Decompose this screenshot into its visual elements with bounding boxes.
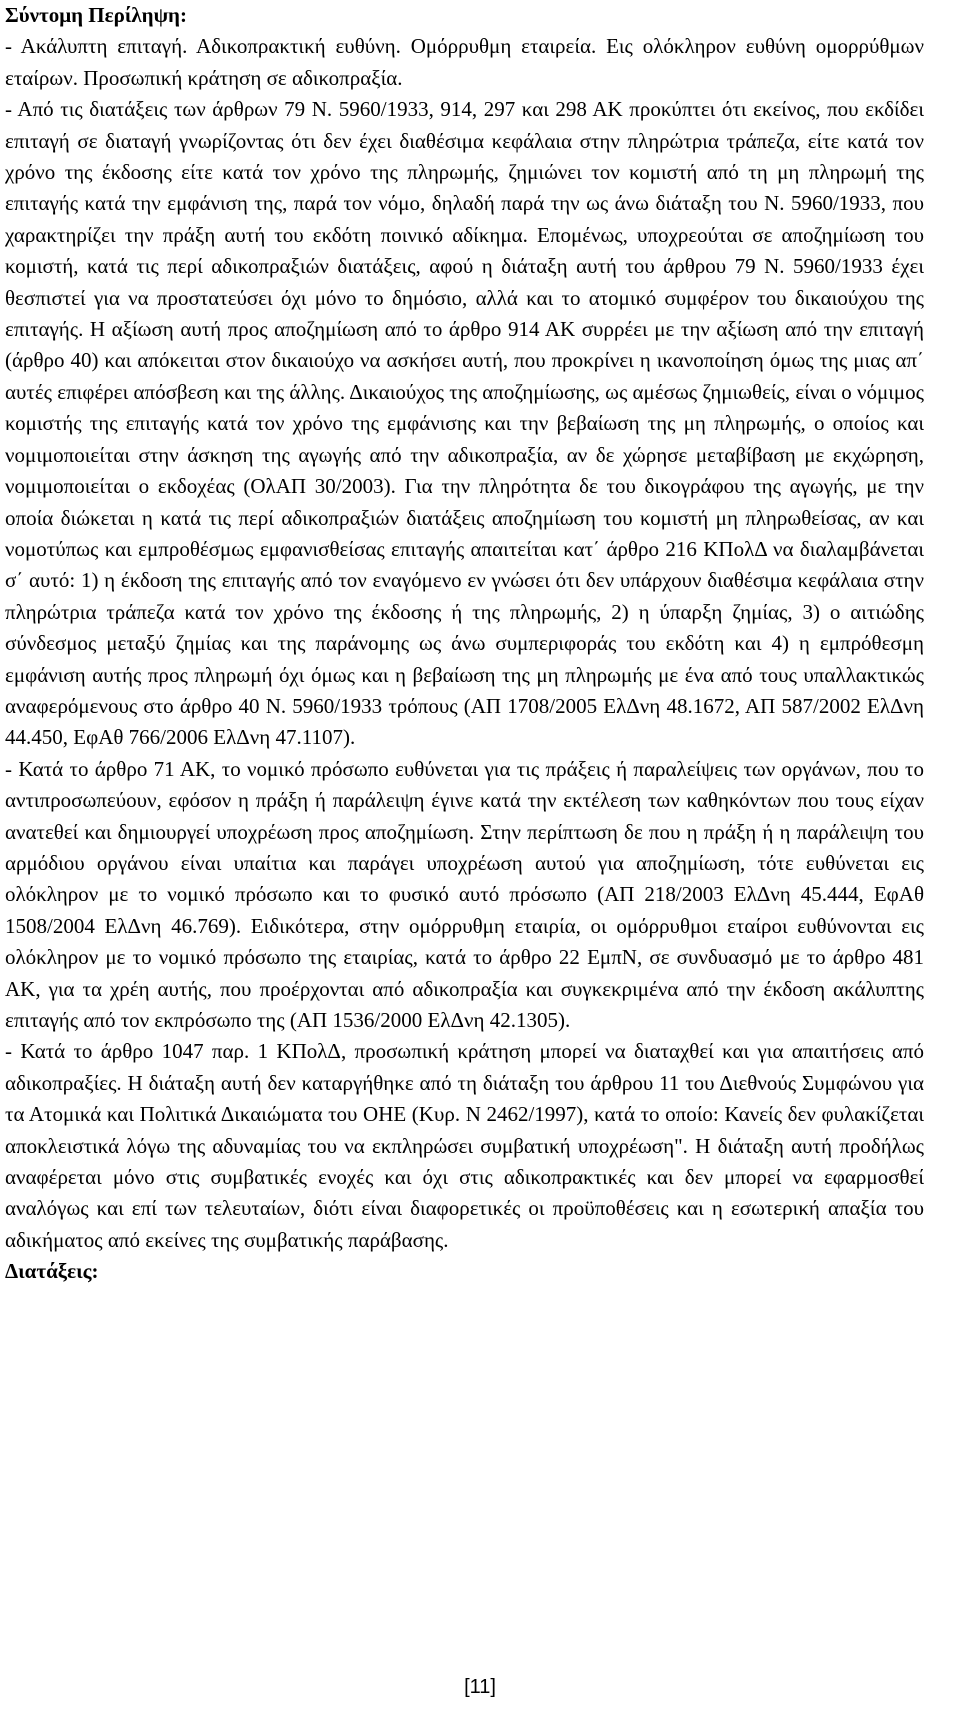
page-number: [11] [464,1676,496,1698]
summary-paragraph-3: - Κατά το άρθρο 71 ΑΚ, το νομικό πρόσωπο ευθύνεται για τις πράξεις ή παραλείψεις των οργάνων, που το αντιπροσωπεύουν, εφόσον η πράξη ή παράλειψη έγινε κατά την εκτέλεση των καθηκόντων που τους είχαν ανατεθεί και δημιουργεί υποχρέωση προς αποζημίωση. Στην περίπτωση δε που η πράξη ή η παράλειψη του αρμόδιου οργάνου είναι υπαίτια και παράγει υποχρέωση αυτού για αποζημίωση, τότε ευθύνεται εις ολόκληρον με το νομικό πρόσωπο και το φυσικό αυτό πρόσωπο (ΑΠ 218/2003 ΕλΔνη 45.444, ΕφΑθ 1508/2004 ΕλΔνη 46.769). Ειδικότερα, στην ομόρρυθμη εταιρία, οι ομόρρυθμοι εταίροι ευθύνονται εις ολόκληρον με το νομικό πρόσωπο της εταιρίας, κατά το άρθρο 22 ΕμπΝ, σε συνδυασμό με το άρθρο 481 ΑΚ, για τα χρέη αυτής, που προέρχονται από αδικοπραξία και συγκεκριμένα από την έκδοση ακάλυπτης επιταγής από τον εκπρόσωπο της (ΑΠ 1536/2000 ΕλΔνη 42.1305). [5,756,924,1032]
summary-heading: Σύντομη Περίληψη: [5,3,187,27]
summary-paragraph-1: - Ακάλυπτη επιταγή. Αδικοπρακτική ευθύνη. Ομόρρυθμη εταιρεία. Εις ολόκληρον ευθύνη ομορρύθμων εταίρων. Προσωπική κράτηση σε αδικοπραξία. [5,34,924,90]
provisions-heading: Διατάξεις: [5,1259,99,1284]
summary-paragraph-2: - Από τις διατάξεις των άρθρων 79 Ν. 5960/1933, 914, 297 και 298 ΑΚ προκύπτει ότι εκείνος, που εκδίδει επιταγή σε διαταγή γνωρίζοντας ότι δεν έχει διαθέσιμα κεφάλαια στην πληρώτρια τράπεζα, είτε κατά τον χρόνο της έκδοσης είτε κατά τον χρόνο της πληρωμής, ζημιώνει τον κομιστή από τη μη πληρωμή της επιταγής κατά την εμφάνιση της, παρά τον νόμο, δηλαδή παρά την ως άνω διάταξη του Ν. 5960/1933, που χαρακτηρίζει την πράξη αυτή του εκδότη ποινικό αδίκημα. Επομένως, υποχρεούται σε αποζημίωση του κομιστή, κατά τις περί αδικοπραξιών διατάξεις, αφού η διάταξη αυτή του άρθρου 79 Ν. 5960/1933 έχει θεσπιστεί για να προστατεύσει όχι μόνο το δημόσιο, αλλά και το ατομικό συμφέρον του δικαιούχου της επιταγής. Η αξίωση αυτή προς αποζημίωση από το άρθρο 914 ΑΚ συρρέει με την αξίωση από την επιταγή (άρθρο 40) και απόκειται στον δικαιούχο να ασκήσει αυτή, που προκρίνει η ικανοποίηση όμως της μιας απ΄ αυτές επιφέρει απόσβεση και της άλλης. Δικαιούχος της αποζημίωσης, ως αμέσως ζημιωθείς, είναι ο νόμιμος κομιστής της επιταγής κατά τον χρόνο της εμφάνισης και την βεβαίωση της μη πληρωμής, ο οποίος και νομιμοποιείται στην άσκηση της αγωγής από την αδικοπραξία, αν δε χώρησε μεταβίβαση με εκχώρηση, νομιμοποιείται ο εκδοχέας (ΟλΑΠ 30/2003). Για την πληρότητα δε του δικογράφου της αγωγής, με την οποία διώκεται η κατά τις περί αδικοπραξιών διατάξεις αποζημίωση του κομιστή μη πληρωθείσας, αν και νομοτύπως και εμπροθέσμως εμφανισθείσας επιταγής απαιτείται κατ΄ άρθρο 216 ΚΠολΔ να διαλαμβάνεται σ΄ αυτό: 1) η έκδοση της επιταγής από τον εναγόμενο εν γνώσει ότι δεν υπάρχουν διαθέσιμα κεφάλαια στην πληρώτρια τράπεζα κατά τον χρόνο της έκδοσης ή της πληρωμής, 2) η ύπαρξη ζημίας, 3) ο αιτιώδης σύνδεσμος μεταξύ ζημίας και της παράνομης ως άνω συμπεριφοράς του εκδότη και 4) η εμπρόθεσμη εμφάνιση αυτής προς πληρωμή όχι όμως και η βεβαίωση της μη πληρωμής με ένα από τους υπαλλακτικώς αναφερόμενους στο άρθρο 40 Ν. 5960/1933 τρόπους (ΑΠ 1708/2005 ΕλΔνη 48.1672, ΑΠ 587/2002 ΕλΔνη 44.450, ΕφΑθ 766/2006 ΕλΔνη 47.1107). [5,97,924,750]
document-body [5,0,924,1288]
summary-paragraph-4: - Κατά το άρθρο 1047 παρ. 1 ΚΠολΔ, προσωπική κράτηση μπορεί να διαταχθεί και για απαιτήσεις από αδικοπραξίες. Η διάταξη αυτή δεν καταργήθηκε από τη διάταξη του άρθρου 11 του Διεθνούς Συμφώνου για τα Ατομικά και Πολιτικά Δικαιώματα του ΟΗΕ (Κυρ. Ν 2462/1997), κατά το οποίο: Κανείς δεν φυλακίζεται αποκλειστικά λόγω της αδυναμίας του να εκπληρώσει συμβατική υποχρέωση". Η διάταξη αυτή προδήλως αναφέρεται μόνο στις συμβατικές ενοχές και όχι στις αδικοπρακτικές και δεν μπορεί να εφαρμοσθεί αναλόγως και επί των τελευταίων, διότι είναι διαφορετικές οι προϋποθέσεις και η εσωτερική απαξία του αδικήματος από εκείνες της συμβατικής παράβασης. [5,1039,924,1252]
